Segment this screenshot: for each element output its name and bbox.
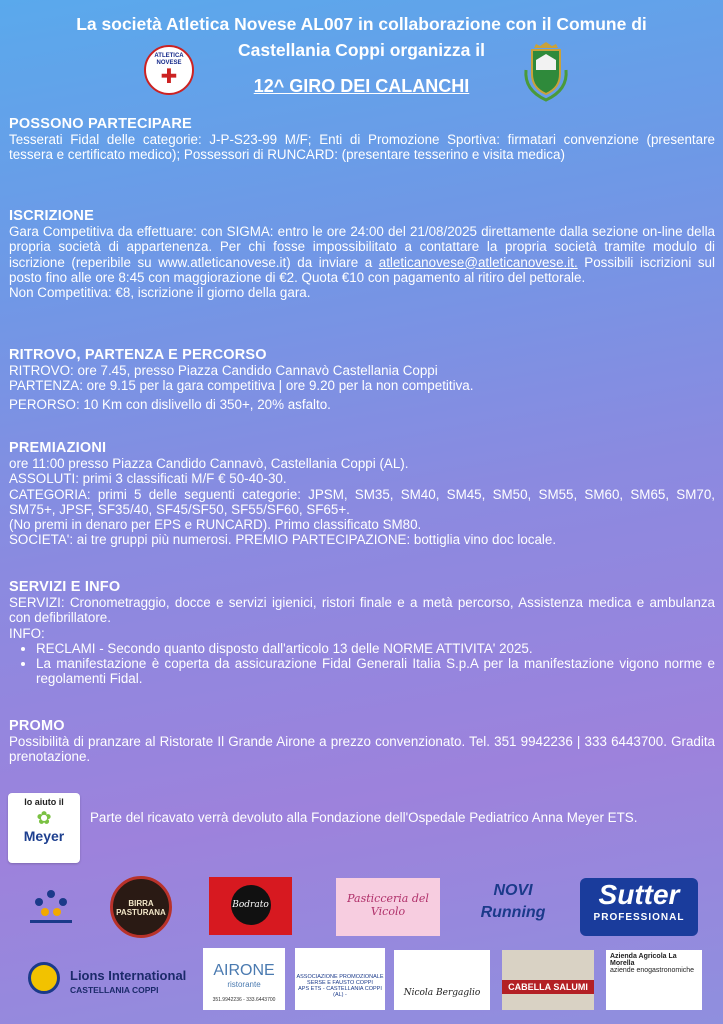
- percorso-line: PERORSO: 10 Km con dislivello di 350+, 20% asfalto.: [9, 396, 331, 412]
- children-icon: ✿: [36, 808, 52, 828]
- sponsor-name: AIRONE: [213, 962, 275, 979]
- header-line-2: Castellania Coppi organizza il: [238, 40, 485, 60]
- sponsor-sub: CASTELLANIA COPPI: [70, 985, 159, 995]
- sponsor-name: Nicola Bergaglio: [403, 988, 481, 998]
- section-body: Non Competitiva: €8, iscrizione il giorno della gara.: [9, 285, 311, 301]
- header-line-1: La società Atletica Novese AL007 in collaborazione con il Comune di: [76, 14, 647, 34]
- atletica-novese-logo: [144, 45, 194, 95]
- sponsor-airone: [203, 948, 285, 1010]
- sponsor-novi-running: [478, 880, 548, 934]
- premiazioni-line: (No premi in denaro per EPS e RUNCARD). Primo classificato SM80.: [9, 517, 422, 533]
- badge-text: Meyer: [23, 828, 65, 844]
- sponsor-berguglio: [394, 950, 490, 1010]
- section-body: [9, 224, 715, 285]
- sponsor-bodrato: [209, 877, 292, 935]
- sponsor-lions: [24, 958, 194, 1000]
- section-title: SERVIZI E INFO: [9, 579, 121, 595]
- sponsor-name: Lions International: [70, 968, 187, 983]
- sponsor-name: ASSOCIAZIONE PROMOZIONALE SERSE E FAUSTO COPPI: [296, 974, 384, 986]
- sponsor-logo-people: [26, 884, 76, 932]
- sponsor-name: Pasticceria del Vicolo: [347, 892, 429, 918]
- section-premiazioni: [9, 440, 715, 548]
- sponsor-cabella-salumi: [502, 950, 594, 1010]
- section-promo: [9, 718, 715, 765]
- text-part: Gara Competitiva da effettuare: con SIGMA: entro le ore 24:00 del 21/08/2025 direttamente dalla sezione on-line della propria società di appartenenza. Per chi fosse impossibilitato a contattare la propria società tramite modulo di iscrizione (reperibile su www.atleticanovese.it) da inviare a: [9, 224, 715, 270]
- cross-icon: ✚: [160, 66, 178, 89]
- info-label: INFO:: [9, 625, 45, 641]
- sponsor-sub: APS ETS - CASTELLANIA COPPI (AL) -: [298, 986, 382, 998]
- lions-icon: [28, 962, 60, 994]
- email-link[interactable]: atleticanovese@atleticanovese.it.: [378, 254, 578, 270]
- section-title: ISCRIZIONE: [9, 208, 94, 224]
- sponsor-phone: 351.9942236 - 333.6443700: [212, 997, 276, 1003]
- section-iscrizione: [9, 208, 715, 300]
- sponsor-name: NOVI Running: [480, 882, 546, 921]
- sponsor-pasticceria: [336, 878, 440, 936]
- premiazioni-line: ASSOLUTI: primi 3 classificati M/F € 50-40-30.: [9, 471, 287, 487]
- meyer-text: Parte del ricavato verrà devoluto alla Fondazione dell'Ospedale Pediatrico Anna Meyer ETS.: [90, 810, 638, 825]
- sponsor-name: BIRRA PASTURANA: [116, 899, 166, 917]
- list-item: • RECLAMI - Secondo quanto disposto dall'articolo 13 delle NORME ATTIVITA' 2025.: [36, 641, 715, 656]
- sponsor-sub: ristorante: [227, 980, 261, 989]
- premiazioni-line: ore 11:00 presso Piazza Candido Cannavò, Castellania Coppi (AL).: [9, 456, 409, 471]
- sponsor-name: CABELLA SALUMI: [502, 980, 594, 994]
- sponsor-sub: aziende enogastronomiche: [610, 967, 695, 974]
- section-title: RITROVO, PARTENZA E PERCORSO: [9, 347, 267, 363]
- text-part: Possibili iscrizioni sul posto fino alle ore 8:45 con maggiorazione di €2. Quota €10 con pagamento al ritiro del pettorale.: [9, 254, 715, 285]
- partenza-line: PARTENZA: ore 9.15 per la gara competitiva | ore 9.20 per la non competitiva.: [9, 378, 474, 394]
- section-title: PROMO: [9, 718, 65, 734]
- section-title: PREMIAZIONI: [9, 440, 107, 456]
- logo-text: ATLETICA NOVESE: [154, 53, 184, 66]
- sponsor-birra-pasturana: [110, 876, 172, 938]
- sponsor-name: Sutter: [598, 879, 680, 910]
- info-list: [9, 641, 715, 687]
- section-partecipare: [9, 116, 715, 163]
- badge-text: Io aiuto il: [24, 797, 64, 807]
- sponsor-serse-fausto-coppi: [295, 948, 385, 1010]
- sponsor-sutter: [580, 878, 698, 936]
- list-item: • La manifestazione è coperta da assicurazione Fidal Generali Italia S.p.A per la manifestazione vigono norme e regolamenti Fidal.: [36, 656, 715, 687]
- premiazioni-line: SOCIETA': ai tre gruppi più numerosi. PREMIO PARTECIPAZIONE: bottiglia vino doc locale.: [9, 532, 557, 548]
- section-body: Tesserati Fidal delle categorie: J-P-S23-99 M/F; Enti di Promozione Sportiva: firmatari convenzione (presentare tessera e certificato medico); Possessori di RUNCARD: (presentare tesserino e visita medica): [9, 132, 715, 163]
- sponsor-la-morella: [606, 950, 702, 1010]
- ritrovo-line: RITROVO: ore 7.45, presso Piazza Candido Cannavò Castellania Coppi: [9, 363, 438, 378]
- section-servizi: [9, 579, 715, 687]
- section-title: POSSONO PARTECIPARE: [9, 116, 192, 132]
- event-title: 12^ GIRO DEI CALANCHI: [253, 76, 470, 96]
- premiazioni-line: CATEGORIA: primi 5 delle seguenti categorie: JPSM, SM35, SM40, SM45, SM50, SM55, SM60, SM65, SM70, SM75+, JPSF, SF35/40, SF45/SF50, SF55/SF60, SF65+.: [9, 486, 715, 517]
- sponsor-sub: PROFESSIONAL: [593, 912, 685, 923]
- people-icon: [26, 884, 76, 932]
- servizi-line: SERVIZI: Cronometraggio, docce e servizi igienici, ristori finale e a metà percorso, Assistenza medica e ambulanza con defibrillatore.: [9, 595, 715, 626]
- sponsor-name: Bodrato: [231, 885, 271, 925]
- section-ritrovo: [9, 347, 715, 412]
- sponsor-name: Azienda Agricola La Morella: [610, 953, 677, 967]
- coat-of-arms-icon: [522, 40, 570, 102]
- section-body: Possibilità di pranzare al Ristorate Il Grande Airone a prezzo convenzionato. Tel. 351 9942236 | 333 6443700. Gradita prenotazione.: [9, 734, 715, 765]
- meyer-badge: [8, 793, 80, 863]
